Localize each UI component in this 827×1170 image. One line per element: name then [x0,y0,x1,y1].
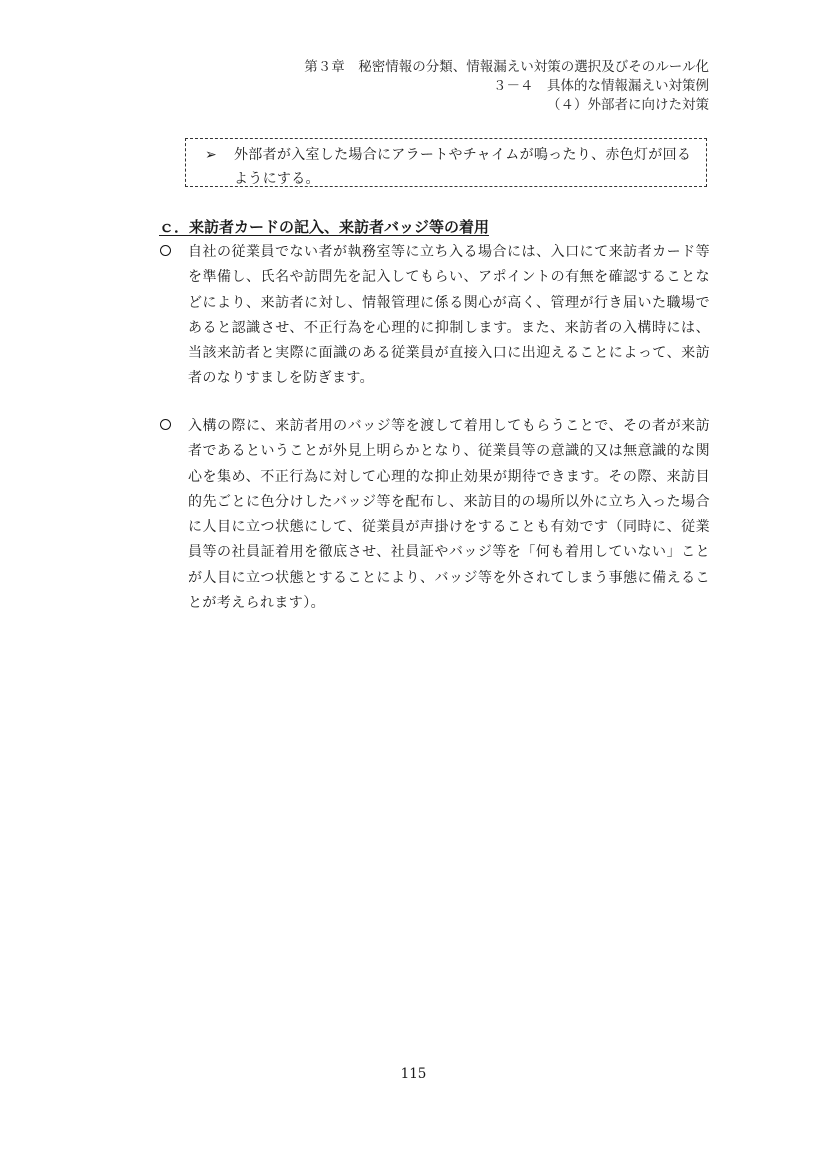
header-subsection: （４）外部者に向けた対策 [547,97,709,113]
page-number: 115 [400,1066,427,1082]
circle-bullet-icon [160,245,171,256]
note-text: 外部者が入室した場合にアラートやチャイムが鳴ったり、赤色灯が回るようにする。 [234,147,692,187]
section-heading: ｃ．来訪者カードの記入、来訪者バッジ等の着用 [159,218,490,236]
arrow-bullet-icon: ➢ [205,147,217,163]
circle-bullet-icon [160,419,171,430]
header-chapter: 第３章 秘密情報の分類、情報漏えい対策の選択及びそのルール化 [304,59,709,75]
running-header [304,58,709,115]
paragraph-text: 入構の際に、来訪者用のバッジ等を渡して着用してもらうことで、その者が来訪者であるということが外見上明らかとなり、従業員等の意識的又は無意識的な関心を集め、不正行為に対して心理的な抑止効果が期待できます。その際、来訪目的先ごとに色分けしたバッジ等を配布し、来訪目的の場所以外に立ち入った場合に人目に立つ状態にして、従業員が声掛けをすることも有効です（同時に、従業員等の社員証着用を徹底させ、社員証やバッジ等を「何も着用していない」ことが人目に立つ状態とすることにより、バッジ等を外されてしまう事態に備えることが考えられます）。 [188,418,710,612]
paragraph-text: 自社の従業員でない者が執務室等に立ち入る場合には、入口にて来訪者カード等を準備し、氏名や訪問先を記入してもらい、アポイントの有無を確認することなどにより、来訪者に対し、情報管理に係る関心が高く、管理が行き届いた職場であると認識させ、不正行為を心理的に抑制します。また、来訪者の入構時には、当該来訪者と実際に面識のある従業員が直接入口に出迎えることによって、来訪者のなりすましを防ぎます。 [188,244,710,387]
header-section: ３－４ 具体的な情報漏えい対策例 [493,78,709,94]
